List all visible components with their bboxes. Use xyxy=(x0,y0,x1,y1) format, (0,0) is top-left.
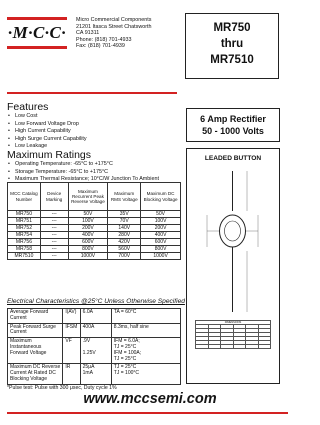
max-ratings-list xyxy=(7,161,159,184)
column-header: Maximum RMS Voltage xyxy=(108,183,141,211)
company-address xyxy=(76,17,171,50)
electrical-table xyxy=(7,308,181,385)
table-cell: 280V xyxy=(108,232,141,239)
logo-text: ·M·C·C· xyxy=(7,23,67,42)
table-row xyxy=(8,323,181,338)
ratings-table xyxy=(7,182,181,260)
part-number-end: MR7510 xyxy=(210,54,254,66)
table-cell: VF xyxy=(63,338,80,364)
table-cell: MR754 xyxy=(8,232,41,239)
table-row xyxy=(8,309,181,324)
part-number-thru: thru xyxy=(220,38,244,50)
table-cell: --- xyxy=(40,239,68,246)
table-row xyxy=(8,239,181,246)
features-heading: Features xyxy=(7,101,49,113)
table-cell: 420V xyxy=(108,239,141,246)
table-cell: Peak Forward Surge Current xyxy=(8,323,63,338)
company-line: Fax: (818) 701-4939 xyxy=(76,43,125,50)
part-number-box xyxy=(185,13,279,79)
table-cell: MR752 xyxy=(8,225,41,232)
footer-rule xyxy=(7,412,288,414)
part-number-start: MR750 xyxy=(213,22,251,34)
package-outline-drawing xyxy=(187,167,278,317)
table-cell: 8.3ms, half sine xyxy=(111,323,180,338)
column-header: MCC Catalog Number xyxy=(8,183,41,211)
column-header: Device Marking xyxy=(40,183,68,211)
column-header: Maximum DC Blocking Voltage xyxy=(141,183,181,211)
header-rule xyxy=(7,92,177,94)
electrical-title: Electrical Characteristics @25°C Unless Otherwise Specified xyxy=(7,298,185,305)
table-cell: I(AV) xyxy=(63,309,80,324)
max-ratings-heading: Maximum Ratings xyxy=(7,149,92,161)
table-cell: IFSM xyxy=(63,323,80,338)
table-row xyxy=(8,246,181,253)
table-cell: 560V xyxy=(108,246,141,253)
company-line: Phone: (818) 701-4933 xyxy=(76,36,132,43)
table-cell: 800V xyxy=(141,246,181,253)
table-cell: TJ = 25°C TJ = 100°C xyxy=(111,364,180,384)
electrical-table-body xyxy=(8,309,181,385)
table-row xyxy=(8,225,181,232)
table-cell: 800V xyxy=(68,246,108,253)
table-cell: 50V xyxy=(68,211,108,218)
table-row xyxy=(8,338,181,364)
list-item: • Low Cost xyxy=(7,113,87,121)
dimensions-table xyxy=(195,320,271,349)
table-row xyxy=(8,253,181,260)
table-cell: 6.0A xyxy=(80,309,111,324)
table-cell: 400V xyxy=(141,232,181,239)
list-item: • Storage Temperature: -65°C to +175°C xyxy=(7,169,159,177)
table-cell: MR758 xyxy=(8,246,41,253)
table-header-row xyxy=(8,183,181,211)
mcc-logo xyxy=(7,13,67,53)
footnote: *Pulse test: Pulse with 300 μsec, Duty cycle 1% xyxy=(7,385,117,391)
table-cell: --- xyxy=(40,211,68,218)
table-cell: 50V xyxy=(141,211,181,218)
logo-bottom-bar xyxy=(7,46,67,49)
list-item: • High Surge Current Capability xyxy=(7,136,87,144)
table-cell: 1000V xyxy=(141,253,181,260)
table-cell: MR7510 xyxy=(8,253,41,260)
table-cell: Maximum Instantaneous Forward Voltage xyxy=(8,338,63,364)
table-cell: 1000V xyxy=(68,253,108,260)
table-cell: --- xyxy=(40,225,68,232)
table-cell: MR750 xyxy=(8,211,41,218)
company-line: 21201 Itasca Street Chatsworth xyxy=(76,23,152,30)
table-row xyxy=(8,211,181,218)
table-cell: --- xyxy=(40,218,68,225)
table-row xyxy=(8,232,181,239)
table-cell: 600V xyxy=(141,239,181,246)
table-cell: IR xyxy=(63,364,80,384)
table-row xyxy=(8,364,181,384)
features-list xyxy=(7,113,87,151)
table-cell: 140V xyxy=(108,225,141,232)
table-cell: TA = 60°C xyxy=(111,309,180,324)
product-title-box xyxy=(186,108,280,142)
product-title: 6 Amp Rectifier xyxy=(200,114,266,124)
package-title: LEADED BUTTON xyxy=(204,155,262,162)
table-cell: MR756 xyxy=(8,239,41,246)
company-line: CA 91311 xyxy=(76,30,100,37)
ratings-table-body xyxy=(8,211,181,260)
list-item: • Operating Temperature: -65°C to +175°C xyxy=(7,161,159,169)
list-item: • Low Leakage xyxy=(7,143,87,151)
table-row xyxy=(8,218,181,225)
table-cell: .9V 1.25V xyxy=(80,338,111,364)
table-cell: MR751 xyxy=(8,218,41,225)
table-cell: 400V xyxy=(68,232,108,239)
table-cell: --- xyxy=(40,232,68,239)
logo-top-bar xyxy=(7,17,67,20)
dimensions-title: DIMENSIONS xyxy=(196,321,271,325)
table-cell: 200V xyxy=(141,225,181,232)
table-cell: 70V xyxy=(108,218,141,225)
voltage-range: 50 - 1000 Volts xyxy=(202,126,264,136)
table-cell: IFM = 6.0A; TJ = 25°C IFM = 100A; TJ = 25°C xyxy=(111,338,180,364)
table-cell: 25μA 1mA xyxy=(80,364,111,384)
website-link[interactable]: www.mccsemi.com xyxy=(83,391,217,407)
table-cell: 400A xyxy=(80,323,111,338)
table-cell: Average Forward Current xyxy=(8,309,63,324)
table-cell: 100V xyxy=(141,218,181,225)
table-cell: 200V xyxy=(68,225,108,232)
table-cell: 100V xyxy=(68,218,108,225)
column-header: Maximum Recurrent Peak Reverse Voltage xyxy=(68,183,108,211)
table-cell: --- xyxy=(40,246,68,253)
company-line: Micro Commercial Components xyxy=(76,17,152,23)
table-cell: 700V xyxy=(108,253,141,260)
table-cell: Maximum DC Reverse Current At Rated DC Blocking Voltage xyxy=(8,364,63,384)
list-item: • Maximum Thermal Resistance; 10°C/W Junction To Ambient xyxy=(7,176,159,184)
table-cell: --- xyxy=(40,253,68,260)
table-cell: 600V xyxy=(68,239,108,246)
list-item: • High Current Capability xyxy=(7,128,87,136)
list-item: • Low Forward Voltage Drop xyxy=(7,121,87,129)
table-cell: 35V xyxy=(108,211,141,218)
